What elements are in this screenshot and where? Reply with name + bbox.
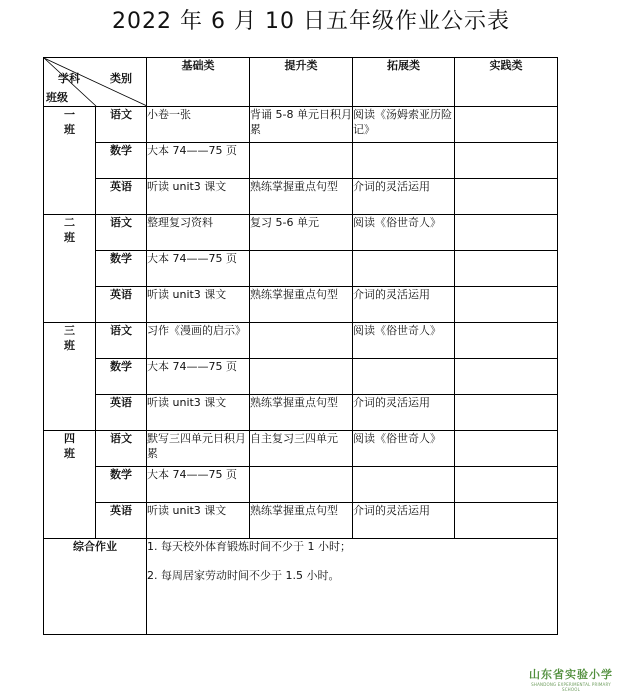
class-name: 四 班 xyxy=(64,432,75,460)
homework-cell xyxy=(250,323,353,359)
homework-cell xyxy=(455,215,558,251)
table-row xyxy=(44,287,558,323)
table-row xyxy=(44,431,558,467)
homework-cell xyxy=(455,179,558,215)
table-row xyxy=(44,251,558,287)
homework-cell: 小卷一张 xyxy=(147,107,250,143)
homework-cell xyxy=(455,431,558,467)
homework-cell: 大本 74——75 页 xyxy=(147,359,250,395)
class-name-cell xyxy=(44,323,96,431)
table-row xyxy=(44,323,558,359)
corner-subject-label: 学科 xyxy=(58,72,80,85)
table-row xyxy=(44,179,558,215)
homework-cell: 熟练掌握重点句型 xyxy=(250,179,353,215)
homework-cell xyxy=(455,251,558,287)
homework-cell xyxy=(455,359,558,395)
subject-cell: 数学 xyxy=(96,251,147,287)
logo-subtitle: SHANDONG EXPERIMENTAL PRIMARY SCHOOL xyxy=(531,682,611,692)
homework-cell xyxy=(250,359,353,395)
corner-class-label: 班级 xyxy=(46,91,68,104)
class-name: 二 班 xyxy=(64,216,75,244)
homework-cell: 熟练掌握重点句型 xyxy=(250,395,353,431)
subject-cell: 英语 xyxy=(96,287,147,323)
subject-cell: 数学 xyxy=(96,359,147,395)
homework-cell: 听读 unit3 课文 xyxy=(147,395,250,431)
summary-row xyxy=(44,539,558,635)
subject-cell: 语文 xyxy=(96,215,147,251)
homework-cell: 阅读《俗世奇人》 xyxy=(353,323,455,359)
homework-cell: 习作《漫画的启示》 xyxy=(147,323,250,359)
homework-cell: 阅读《俗世奇人》 xyxy=(353,215,455,251)
class-name-cell xyxy=(44,107,96,215)
homework-cell xyxy=(353,143,455,179)
homework-cell: 阅读《汤姆索亚历险记》 xyxy=(353,107,455,143)
subject-cell: 英语 xyxy=(96,179,147,215)
subject-cell: 语文 xyxy=(96,431,147,467)
homework-cell: 介词的灵活运用 xyxy=(353,503,455,539)
table-row xyxy=(44,359,558,395)
homework-cell: 背诵 5-8 单元日积月累 xyxy=(250,107,353,143)
subject-cell: 数学 xyxy=(96,143,147,179)
homework-cell: 熟练掌握重点句型 xyxy=(250,503,353,539)
homework-cell: 听读 unit3 课文 xyxy=(147,287,250,323)
homework-table xyxy=(43,57,558,635)
page-title: 2022 年 6 月 10 日五年级作业公示表 xyxy=(112,9,510,34)
column-header: 实践类 xyxy=(455,58,558,107)
class-name: 三 班 xyxy=(64,324,75,352)
summary-label: 综合作业 xyxy=(44,539,147,635)
subject-cell: 数学 xyxy=(96,467,147,503)
homework-cell xyxy=(250,143,353,179)
class-name-cell xyxy=(44,431,96,539)
homework-cell xyxy=(353,467,455,503)
class-name: 一 班 xyxy=(64,108,75,136)
table-row xyxy=(44,503,558,539)
column-header: 拓展类 xyxy=(353,58,455,107)
table-row xyxy=(44,215,558,251)
homework-cell: 整理复习资料 xyxy=(147,215,250,251)
class-name-cell xyxy=(44,215,96,323)
homework-cell: 熟练掌握重点句型 xyxy=(250,287,353,323)
homework-cell xyxy=(250,467,353,503)
table-row xyxy=(44,467,558,503)
homework-cell xyxy=(455,287,558,323)
homework-cell xyxy=(455,143,558,179)
homework-cell: 介词的灵活运用 xyxy=(353,395,455,431)
homework-cell xyxy=(250,251,353,287)
summary-item: 2. 每周居家劳动时间不少于 1.5 小时。 xyxy=(147,569,340,582)
homework-cell: 介词的灵活运用 xyxy=(353,287,455,323)
corner-header xyxy=(44,58,147,107)
table-row xyxy=(44,395,558,431)
subject-cell: 英语 xyxy=(96,503,147,539)
homework-cell xyxy=(455,395,558,431)
logo-name: 山东省实验小学 xyxy=(529,668,613,681)
homework-cell: 复习 5-6 单元 xyxy=(250,215,353,251)
table-row xyxy=(44,143,558,179)
subject-cell: 语文 xyxy=(96,107,147,143)
homework-cell: 自主复习三四单元 xyxy=(250,431,353,467)
homework-cell: 默写三四单元日积月累 xyxy=(147,431,250,467)
summary-item: 1. 每天校外体育锻炼时间不少于 1 小时； xyxy=(147,540,351,553)
header-row xyxy=(44,58,558,107)
column-header: 基础类 xyxy=(147,58,250,107)
homework-cell: 听读 unit3 课文 xyxy=(147,503,250,539)
homework-cell xyxy=(455,503,558,539)
homework-cell xyxy=(353,359,455,395)
homework-cell: 阅读《俗世奇人》 xyxy=(353,431,455,467)
homework-cell: 听读 unit3 课文 xyxy=(147,179,250,215)
homework-cell xyxy=(353,251,455,287)
subject-cell: 英语 xyxy=(96,395,147,431)
homework-cell xyxy=(455,107,558,143)
subject-cell: 语文 xyxy=(96,323,147,359)
homework-cell: 大本 74——75 页 xyxy=(147,251,250,287)
table-row xyxy=(44,107,558,143)
homework-cell xyxy=(455,467,558,503)
homework-cell: 大本 74——75 页 xyxy=(147,467,250,503)
homework-cell xyxy=(455,323,558,359)
school-logo xyxy=(526,666,616,692)
summary-content xyxy=(147,539,558,635)
column-header: 提升类 xyxy=(250,58,353,107)
homework-cell: 大本 74——75 页 xyxy=(147,143,250,179)
homework-cell: 介词的灵活运用 xyxy=(353,179,455,215)
corner-category-label: 类别 xyxy=(110,72,132,85)
